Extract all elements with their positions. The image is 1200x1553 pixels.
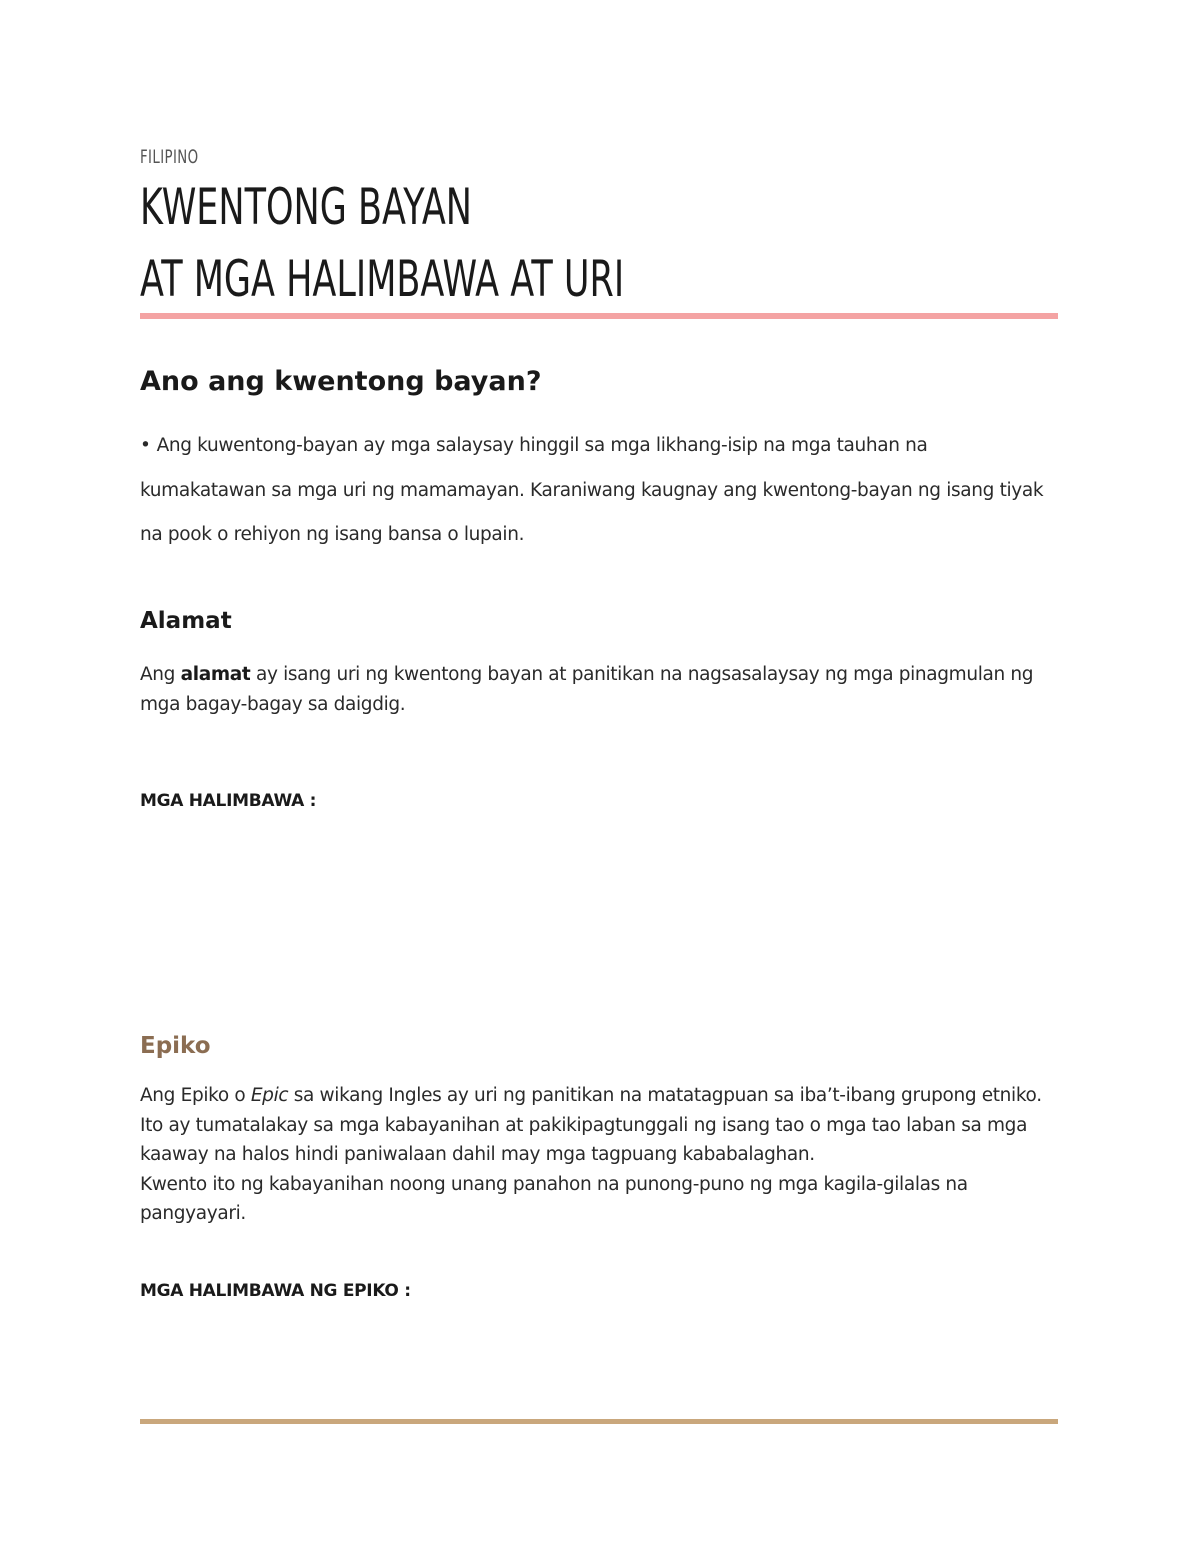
- epiko-examples-label: MGA HALIMBAWA NG EPIKO :: [140, 1281, 411, 1301]
- alamat-term: alamat: [180, 664, 251, 685]
- section-heading-epiko: Epiko: [140, 1033, 211, 1059]
- subject-label: FILIPINO: [140, 146, 199, 168]
- alamat-paragraph: [140, 660, 1058, 720]
- epiko-text-line2: Kwento ito ng kabayanihan noong unang panahon na punong-puno ng mga kagila-gilalas na pangyayari.: [140, 1173, 968, 1224]
- alamat-text-before: Ang: [140, 664, 181, 685]
- kwentong-bayan-paragraph: [140, 424, 1058, 558]
- section-heading-kwentong-bayan: Ano ang kwentong bayan?: [140, 366, 542, 397]
- epiko-text-after: sa wikang Ingles ay uri ng panitikan na matatagpuan sa iba’t-ibang grupong etniko. Ito ay tumatalakay sa mga kabayanihan at pakikipagtunggali ng isang tao o mga tao laban sa mga kaaway na halos hindi paniwalaan dahil may mga tagpuang kababalaghan.: [140, 1085, 1042, 1165]
- section-heading-alamat: Alamat: [140, 608, 232, 634]
- epiko-paragraph: [140, 1081, 1058, 1229]
- epiko-text-before: Ang Epiko o: [140, 1085, 251, 1106]
- document-page: [140, 0, 1058, 1553]
- kwentong-bayan-text: Ang kuwentong-bayan ay mga salaysay hinggil sa mga likhang-isip na mga tauhan na kumakatawan sa mga uri ng mamamayan. Karaniwang kaugnay ang kwentong-bayan ng isang tiyak na pook o rehiyon ng isang bansa o lupain.: [140, 435, 1044, 545]
- alamat-examples-label: MGA HALIMBAWA :: [140, 791, 317, 811]
- top-divider: [140, 313, 1058, 319]
- bottom-divider: [140, 1419, 1058, 1424]
- page-title: KWENTONG BAYAN: [140, 178, 472, 236]
- bullet-marker: •: [140, 435, 151, 456]
- alamat-text-after: ay isang uri ng kwentong bayan at panitikan na nagsasalaysay ng mga pinagmulan ng mga bagay-bagay sa daigdig.: [140, 664, 1034, 715]
- page-subtitle: AT MGA HALIMBAWA AT URI: [140, 250, 625, 308]
- epiko-term: Epic: [250, 1085, 289, 1106]
